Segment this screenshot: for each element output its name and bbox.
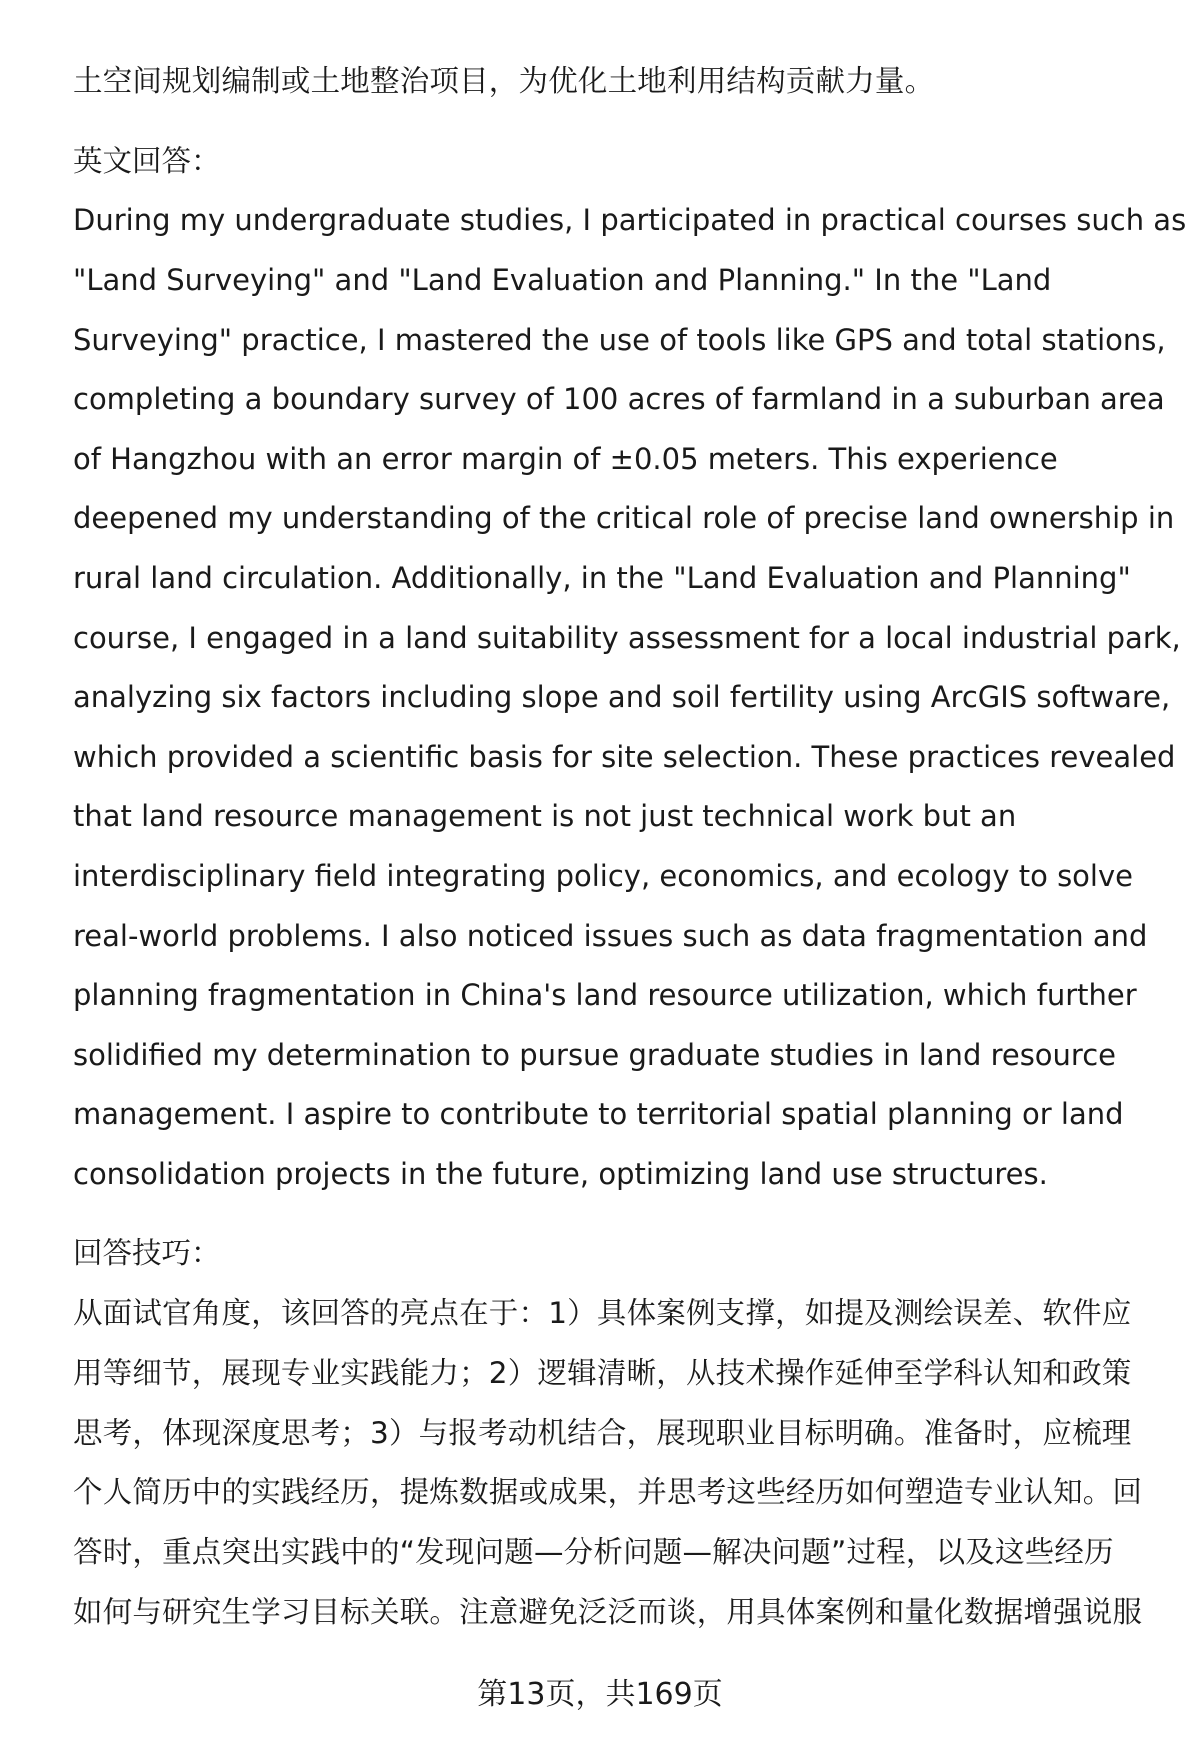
tips-line: 个人简历中的实践经历，提炼数据或成果，并思考这些经历如何塑造专业认知。回	[73, 1475, 1143, 1510]
tips-line: 如何与研究生学习目标关联。注意避免泛泛而谈，用具体案例和量化数据增强说服	[73, 1595, 1143, 1630]
english-answer-line: that land resource management is not just technical work but an	[73, 799, 1017, 834]
english-answer-line: deepened my understanding of the critical role of precise land ownership in	[73, 501, 1175, 536]
tips-line: 答时，重点突出实践中的“发现问题—分析问题—解决问题”过程，以及这些经历	[73, 1535, 1114, 1570]
english-answer-line: analyzing six factors including slope and soil fertility using ArcGIS software,	[73, 680, 1171, 715]
english-answer-line: real-world problems. I also noticed issues such as data fragmentation and	[73, 918, 1148, 953]
english-answer-line: consolidation projects in the future, optimizing land use structures.	[73, 1156, 1048, 1191]
english-answer-line: of Hangzhou with an error margin of ±0.05 meters. This experience	[73, 441, 1058, 476]
page-number-footer: 第13页，共169页	[477, 1677, 723, 1712]
english-answer-line: "Land Surveying" and "Land Evaluation and Planning." In the "Land	[73, 262, 1052, 297]
tips-line: 用等细节，展现专业实践能力；2）逻辑清晰，从技术操作延伸至学科认知和政策	[73, 1355, 1132, 1390]
spacer	[73, 1204, 1153, 1224]
tips-heading: 回答技巧：	[73, 1236, 221, 1271]
english-answer-line: solidified my determination to pursue graduate studies in land resource	[73, 1037, 1116, 1072]
english-answer-line: During my undergraduate studies, I participated in practical courses such as	[73, 203, 1187, 238]
tips-line: 思考，体现深度思考；3）与报考动机结合，展现职业目标明确。准备时，应梳理	[73, 1415, 1132, 1450]
english-answer-line: course, I engaged in a land suitability assessment for a local industrial park,	[73, 620, 1181, 655]
english-answer-line: interdisciplinary field integrating policy, economics, and ecology to solve	[73, 858, 1133, 893]
spacer	[73, 112, 1153, 132]
english-answer-body	[73, 191, 1187, 1204]
english-answer-line: planning fragmentation in China's land resource utilization, which further	[73, 978, 1137, 1013]
intro-line: 土空间规划编制或土地整治项目，为优化土地利用结构贡献力量。	[73, 64, 935, 98]
english-answer-line: management. I aspire to contribute to territorial spatial planning or land	[73, 1097, 1124, 1132]
english-answer-heading: 英文回答：	[73, 143, 221, 178]
english-answer-line: Surveying" practice, I mastered the use of tools like GPS and total stations,	[73, 322, 1166, 357]
tips-line: 从面试官角度，该回答的亮点在于：1）具体案例支撑，如提及测绘误差、软件应	[73, 1296, 1132, 1331]
english-answer-line: rural land circulation. Additionally, in the "Land Evaluation and Planning"	[73, 560, 1131, 595]
tips-body	[73, 1284, 1153, 1643]
english-answer-line: completing a boundary survey of 100 acres of farmland in a suburban area	[73, 382, 1165, 417]
english-answer-line: which provided a scientific basis for site selection. These practices revealed	[73, 739, 1176, 774]
document-page	[73, 52, 1187, 1643]
